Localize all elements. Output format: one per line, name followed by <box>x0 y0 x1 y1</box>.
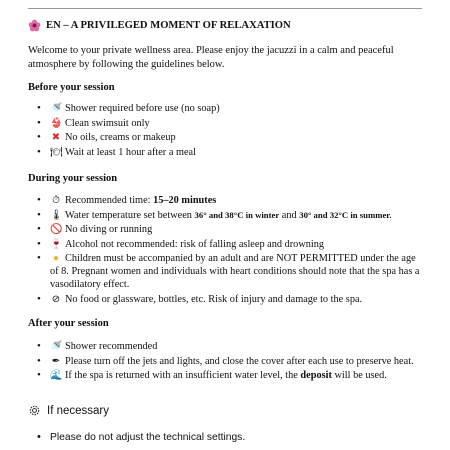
list-item: • ✖ No oils, creams or makeup <box>28 131 420 144</box>
necessary-list <box>28 431 420 446</box>
brush-icon: ✒ <box>51 355 61 367</box>
gear-icon <box>28 404 41 417</box>
list-item: • 🚿 Shower recommended <box>28 340 420 353</box>
wine-glass-icon: 🍷 <box>50 238 63 250</box>
list-item: • 🍷 Alcohol not recommended: risk of falling asleep and drowning <box>28 238 420 251</box>
list-item: • Please do not adjust the technical settings. <box>28 431 420 444</box>
list-item: • 👙 Clean swimsuit only <box>28 117 420 130</box>
list-item: • 🍽 Wait at least 1 hour after a meal <box>28 146 420 159</box>
heading-during: During your session <box>28 173 118 184</box>
list-item: • ⊘ No food or glassware, bottles, etc. Risk of injury and damage to the spa. <box>28 293 420 306</box>
list-item: • 🌊 If the spa is returned with an insufficient water level, the deposit will be used. <box>28 369 420 382</box>
list-item: • 🚫 No diving or running <box>28 223 420 236</box>
document-title <box>28 19 291 32</box>
wave-icon: 🌊 <box>50 370 63 382</box>
shower-icon: 🚿 <box>50 103 63 114</box>
before-list <box>28 102 420 160</box>
list-item: • 🌡 Water temperature set between 36° and 38°C in winter and 30° and 32°C in summer. <box>28 209 420 222</box>
cross-icon: ✖ <box>51 132 61 144</box>
during-list <box>28 194 420 308</box>
meal-icon: 🍽 <box>50 146 63 158</box>
title-text: EN – A PRIVILEGED MOMENT OF RELAXATION <box>46 20 291 31</box>
list-item: • ✒ Please turn off the jets and lights, and close the cover after each use to preserve heat. <box>28 355 420 368</box>
list-item: • ● Children must be accompanied by an adult and are NOT PERMITTED under the age of 8. Pregnant women and individuals with heart conditions should note that the spa has a vasodilatory effect. <box>28 252 420 291</box>
warning-face-icon: ● <box>52 253 60 265</box>
no-food-icon: ⊘ <box>51 293 61 305</box>
flower-icon <box>28 19 41 32</box>
shower-icon: 🚿 <box>50 341 63 352</box>
swimsuit-icon: 👙 <box>50 117 63 129</box>
list-item: • ⏱ Recommended time: 15–20 minutes <box>28 194 420 207</box>
thermometer-icon: 🌡 <box>50 209 63 221</box>
after-list <box>28 340 420 384</box>
intro-paragraph: Welcome to your private wellness area. Please enjoy the jacuzzi in a calm and peaceful atmosphere by following the guidelines below. <box>28 45 394 70</box>
heading-necessary: If necessary <box>28 404 109 417</box>
list-item: • 🚿 Shower required before use (no soap) <box>28 102 420 115</box>
top-rule <box>28 8 422 9</box>
no-diving-icon: 🚫 <box>50 224 63 236</box>
heading-before: Before your session <box>28 82 115 93</box>
timer-icon: ⏱ <box>52 195 60 206</box>
heading-after: After your session <box>28 318 109 329</box>
